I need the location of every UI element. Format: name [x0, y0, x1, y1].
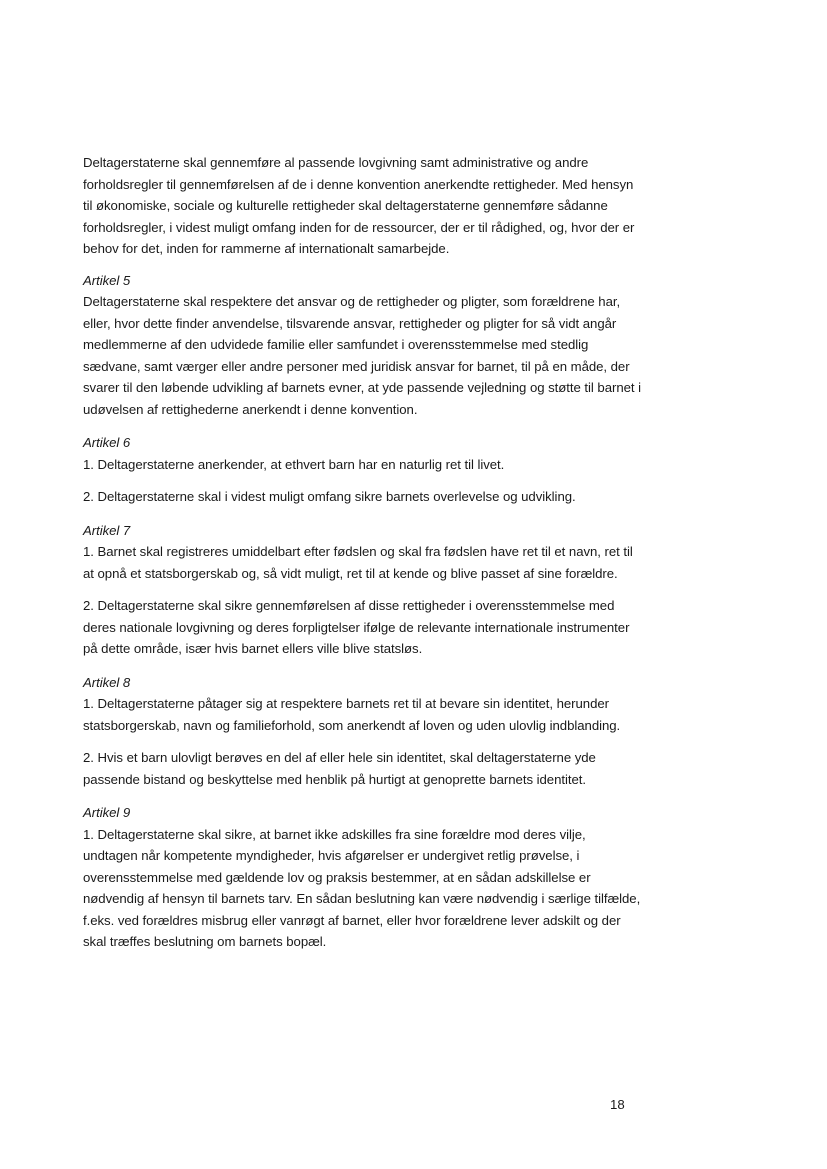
article-heading: Artikel 9: [83, 805, 131, 820]
article-heading: Artikel 8: [83, 674, 131, 690]
page-number: 18: [610, 1097, 625, 1112]
article-heading: Artikel 7: [83, 522, 131, 538]
article-paragraph: Deltagerstaterne skal respektere det ansvar og de rettigheder og pligter, som forældrene har, eller, hvor dette finder anvendelse, tilsvarende ansvar, rettigheder og pligter for så vidt angår medlemmerne af den udvidede familie eller samfundet i overensstemmelse med stedlig sædvane, samt værger eller andre personer med juridisk ansvar for barnet, til på en måde, der svarer til den løbende udvikling af barnets evner, at yde passende vejledning og støtte til barnet i udøvelsen af rettighederne anerkendt i denne konvention.: [83, 294, 641, 417]
article-8: [83, 672, 643, 791]
article-9: [83, 802, 643, 953]
article-paragraph: 2. Hvis et barn ulovligt berøves en del af eller hele sin identitet, skal deltagerstaterne yde passende bistand og beskyttelse med henblik på hurtigt at genoprette barnets identitet.: [83, 750, 596, 787]
article-5: [83, 270, 643, 421]
document-body: [83, 152, 643, 953]
article-paragraph: 2. Deltagerstaterne skal i videst muligt omfang sikre barnets overlevelse og udvikling.: [83, 489, 576, 504]
article-paragraph: 1. Deltagerstaterne skal sikre, at barnet ikke adskilles fra sine forældre mod deres vilje, undtagen når kompetente myndigheder, hvis afgørelser er undergivet retlig prøvelse, i overensstemmelse med gældende lov og praksis bestemmer, at en sådan adskillelse er nødvendig af hensyn til barnets tarv. En sådan beslutning kan være nødvendig i særlige tilfælde, f.eks. ved forældres misbrug eller vanrøgt af barnet, eller hvor forældrene lever adskilt og der skal træffes beslutning om barnets bopæl.: [83, 826, 641, 949]
article-paragraph: 1. Deltagerstaterne påtager sig at respektere barnets ret til at bevare sin identitet, herunder statsborgerskab, navn og familieforhold, som anerkendt af loven og uden ulovlig indblanding.: [83, 696, 621, 733]
article-paragraph: 1. Deltagerstaterne anerkender, at ethvert barn har en naturlig ret til livet.: [83, 456, 505, 472]
article-paragraph: 1. Barnet skal registreres umiddelbart efter fødslen og skal fra fødslen have ret til et navn, ret til at opnå et statsborgerskab og, så vidt muligt, ret til at kende og blive passet af sine forældre.: [83, 544, 633, 581]
article-7: [83, 520, 643, 660]
article-heading: Artikel 6: [83, 435, 131, 450]
article-paragraph: 2. Deltagerstaterne skal sikre gennemførelsen af disse rettigheder i overensstemmelse med deres nationale lovgivning og deres forpligtelser ifølge de relevante internationale instrumenter på dette område, især hvis barnet ellers ville blive statsløs.: [83, 598, 630, 656]
article-6: [83, 432, 643, 508]
intro-paragraph: Deltagerstaterne skal gennemføre al passende lovgivning samt administrative og andre forholdsregler til gennemførelsen af de i denne konvention anerkendte rettigheder. Med hensyn til økonomiske, sociale og kulturelle rettigheder skal deltagerstaterne gennemføre sådanne forholdsregler, i videst muligt omfang inden for de ressourcer, der er til rådighed, og, hvor der er behov for det, inden for rammerne af internationalt samarbejde.: [83, 155, 635, 256]
article-heading: Artikel 5: [83, 272, 131, 288]
